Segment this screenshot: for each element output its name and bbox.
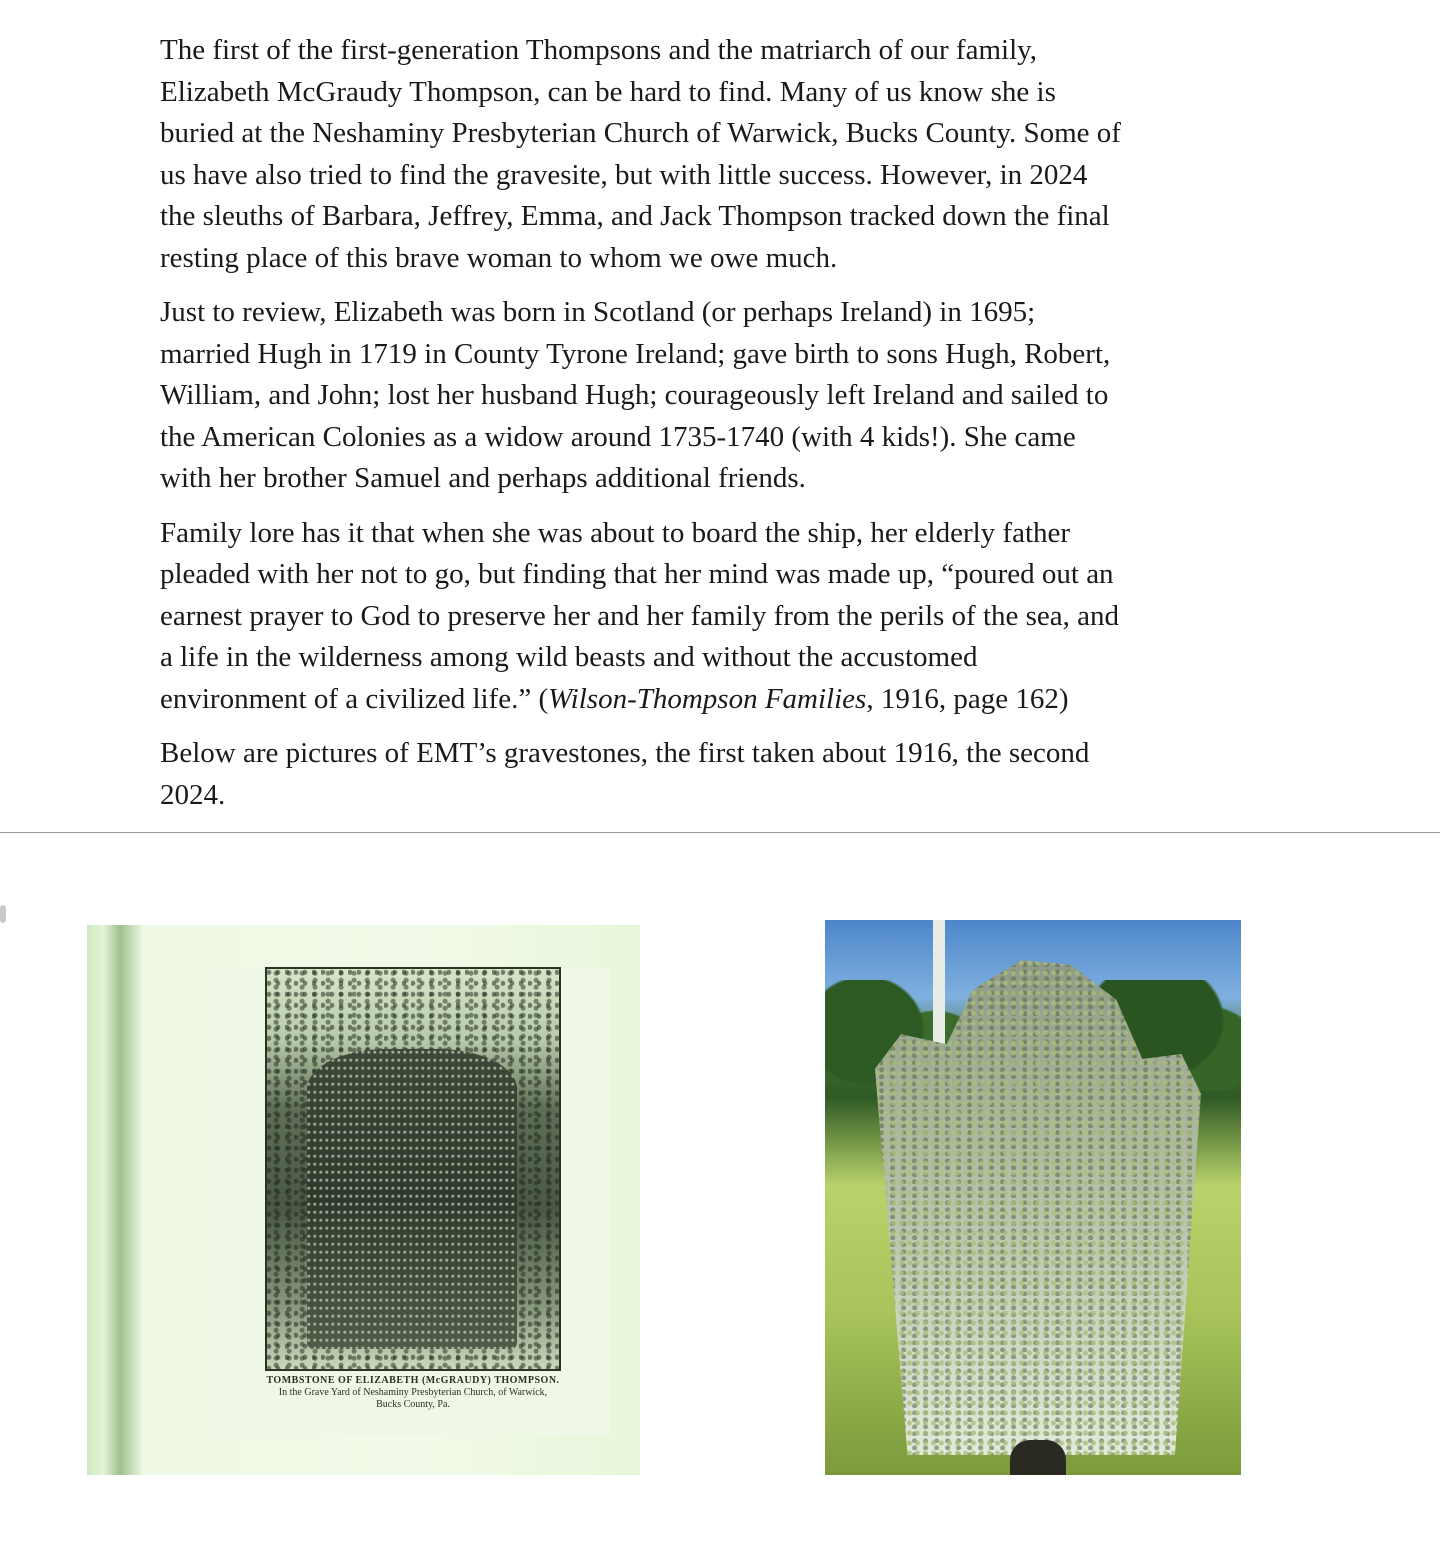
text-line: Below are pictures of EMT’s gravestones, the first taken about 1916, the second — [160, 737, 1090, 769]
caption-line: Bucks County, Pa. — [376, 1399, 450, 1410]
article-text — [160, 30, 1290, 829]
photographer-shadow — [1010, 1440, 1066, 1475]
text-line: the sleuths of Barbara, Jeffrey, Emma, and Jack Thompson tracked down the final — [160, 200, 1110, 232]
text-line: The first of the first-generation Thompsons and the matriarch of our family, — [160, 34, 1037, 66]
text-line: Family lore has it that when she was about to board the ship, her elderly father — [160, 516, 1071, 549]
paragraph-pictures — [160, 733, 1290, 816]
text-line-citation — [160, 679, 1290, 721]
photo-gravestone-2024 — [825, 920, 1241, 1475]
citation-prefix: environment of a civilized life.” ( — [160, 682, 549, 715]
book-page — [215, 967, 611, 1435]
caption-line: In the Grave Yard of Neshaminy Presbyterian Church, of Warwick, — [278, 1387, 548, 1398]
caption-line: TOMBSTONE OF ELIZABETH (McGRAUDY) THOMPSON. — [266, 1375, 560, 1386]
text-line: William, and John; lost her husband Hugh; courageously left Ireland and sailed to — [160, 379, 1109, 411]
text-line: the American Colonies as a widow around 1735-1740 (with 4 kids!). She came — [160, 420, 1076, 453]
tombstone-image — [307, 1049, 517, 1349]
citation-title: Wilson-Thompson Families, — [548, 682, 874, 715]
text-line: 2024. — [160, 778, 226, 811]
text-line: resting place of this brave woman to whom we owe much. — [160, 241, 838, 274]
text-line: us have also tried to find the gravesite, but with little success. However, in 2024 — [160, 158, 1088, 191]
text-line: a life in the wilderness among wild beasts and without the accustomed — [160, 641, 978, 673]
monument-obelisk — [933, 920, 945, 1050]
text-line: Elizabeth McGraudy Thompson, can be hard to find. Many of us know she is — [160, 75, 1056, 108]
photo-caption — [215, 1375, 611, 1411]
scan-mark — [0, 905, 6, 923]
paragraph-review — [160, 292, 1290, 500]
citation-suffix: 1916, page 162) — [873, 682, 1069, 715]
text-line: with her brother Samuel and perhaps additional friends. — [160, 462, 806, 494]
text-line: buried at the Neshaminy Presbyterian Church of Warwick, Bucks County. Some of — [160, 117, 1121, 149]
paragraph-family-lore — [160, 513, 1290, 721]
text-line: earnest prayer to God to preserve her and her family from the perils of the sea, and — [160, 599, 1120, 632]
text-line: married Hugh in 1719 in County Tyrone Ireland; gave birth to sons Hugh, Robert, — [160, 337, 1111, 370]
page-divider — [0, 832, 1440, 833]
text-line: Just to review, Elizabeth was born in Scotland (or perhaps Ireland) in 1695; — [160, 296, 1036, 328]
text-line: pleaded with her not to go, but finding that her mind was made up, “poured out an — [160, 558, 1114, 590]
photo-gravestone-1916 — [87, 925, 640, 1475]
halftone-plate — [265, 967, 561, 1371]
paragraph-intro — [160, 30, 1290, 279]
